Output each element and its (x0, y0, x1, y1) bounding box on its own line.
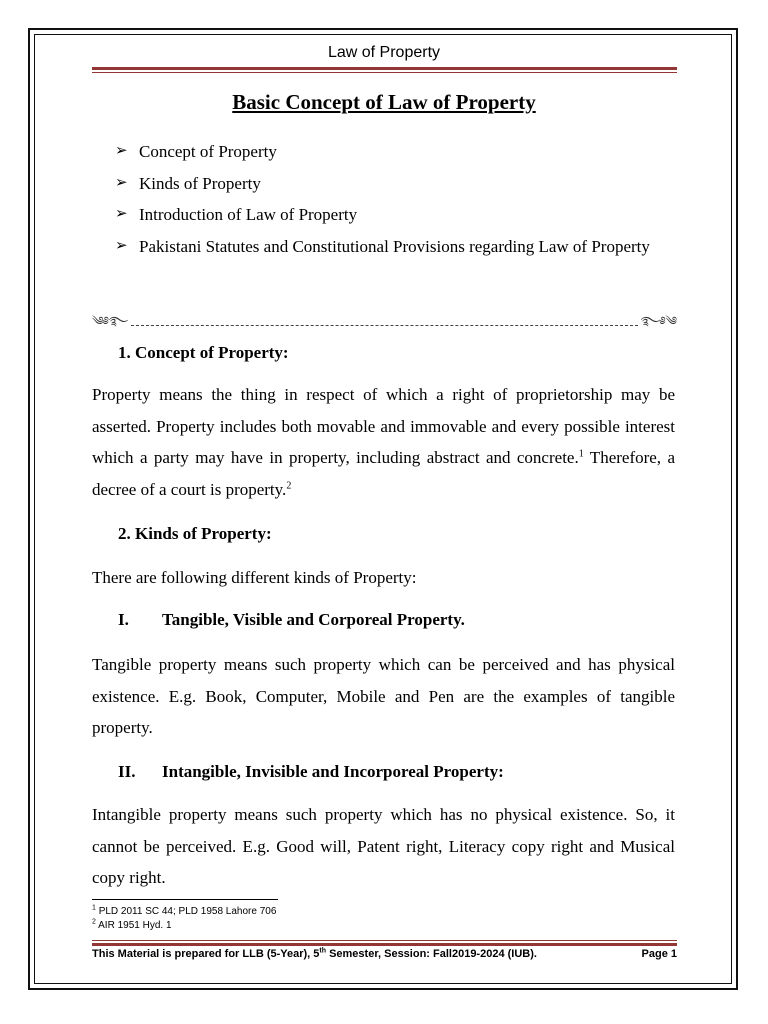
divider-ornament-left: ༄༅࿐ (92, 314, 129, 328)
outline-item: ➢ Pakistani Statutes and Constitutional Provisions regarding Law of Property (115, 231, 675, 263)
ornamental-divider (92, 308, 677, 342)
section-heading-concept: 1. Concept of Property: (118, 343, 289, 362)
paragraph-kinds-intro: There are following different kinds of Property: (92, 568, 417, 587)
outline-item: ➢ Kinds of Property (115, 168, 675, 200)
footnote: $^1$ PLD 2011 SC 44; PLD 1958 Lahore 706 (92, 904, 277, 917)
footnote: $^2$ AIR 1951 Hyd. 1 (92, 918, 172, 931)
divider-ornament-right: ࿐༅༄ (640, 314, 677, 328)
page-number: Page 1 (641, 948, 677, 960)
arrow-bullet-icon: ➢ (115, 143, 128, 159)
footnote-ref: 1 (578, 448, 584, 460)
page-footer (92, 948, 677, 960)
arrow-bullet-icon: ➢ (115, 174, 128, 191)
arrow-bullet-icon: ➢ (115, 237, 128, 254)
running-header: Law of Property (327, 44, 441, 61)
footnote-separator (92, 899, 278, 900)
outline-item: ➢ Concept of Property (115, 136, 675, 168)
paragraph-concept: Property means the thing in respect of which a right of proprietorship may be asserted. Property includes both movable and immovable and every possible interest which a party may have in property, including abstract and concrete.$^1$ Therefore, a decree of a court is property.$^2$ (92, 385, 675, 499)
section-heading-kinds: 2. Kinds of Property: (118, 524, 272, 543)
paragraph-intangible: Intangible property means such property which has no physical existence. So, it cannot be perceived. E.g. Good will, Patent right, Literacy copy right and Musical copy right. (92, 805, 675, 887)
outline-list (115, 136, 675, 262)
footer-rule (92, 940, 677, 946)
outline-item: ➢ Introduction of Law of Property (115, 199, 675, 231)
header-rule (92, 67, 677, 73)
document-title: Basic Concept of Law of Property (232, 90, 536, 114)
footnote-ref: 2 (286, 479, 292, 491)
arrow-bullet-icon: ➢ (115, 206, 128, 222)
subheading-intangible: II. Intangible, Invisible and Incorporeal Property: (118, 762, 504, 781)
paragraph-tangible: Tangible property means such property which can be perceived and has physical existence. E.g. Book, Computer, Mobile and Pen are the examples of tangible property. (92, 655, 675, 737)
footer-note: This Material is prepared for LLB (5-Year), 5th Semester, Session: Fall2019-2024 (IUB). (92, 947, 537, 960)
subheading-tangible: I. Tangible, Visible and Corporeal Property. (118, 610, 465, 629)
